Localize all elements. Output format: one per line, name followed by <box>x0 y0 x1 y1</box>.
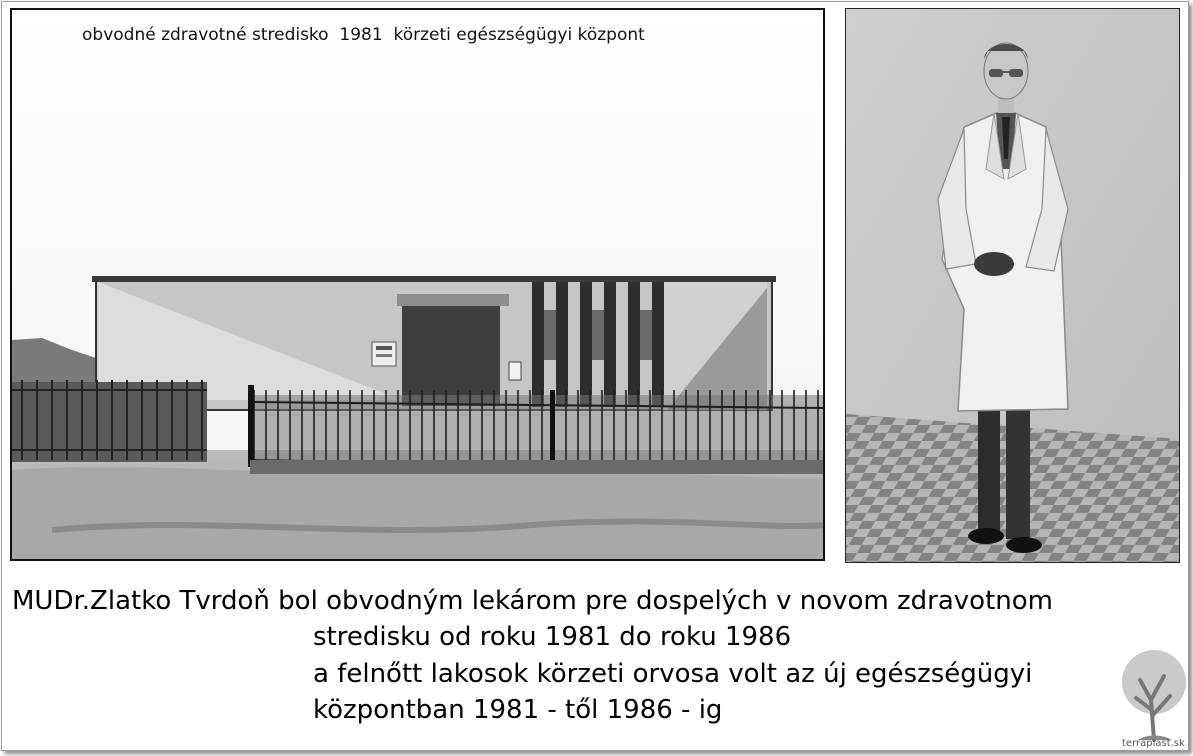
logo-text: terraplast.sk <box>1122 738 1185 749</box>
photo-caption: obvodné zdravotné stredisko 1981 körzeti egészségügyi központ <box>82 25 645 45</box>
description-line-4: központban 1981 - től 1986 - ig <box>313 695 723 725</box>
tree-logo-icon <box>1118 640 1190 752</box>
description-line-1: MUDr.Zlatko Tvrdoň bol obvodným lekárom pre dospelých v novom zdravotnom <box>12 586 1053 616</box>
health-center-photo <box>10 8 825 561</box>
doctor-portrait-photo <box>845 8 1180 563</box>
description-line-2: stredisku od roku 1981 do roku 1986 <box>313 622 792 652</box>
description-line-3: a felnőtt lakosok körzeti orvosa volt az új egészségügyi <box>313 659 1033 689</box>
